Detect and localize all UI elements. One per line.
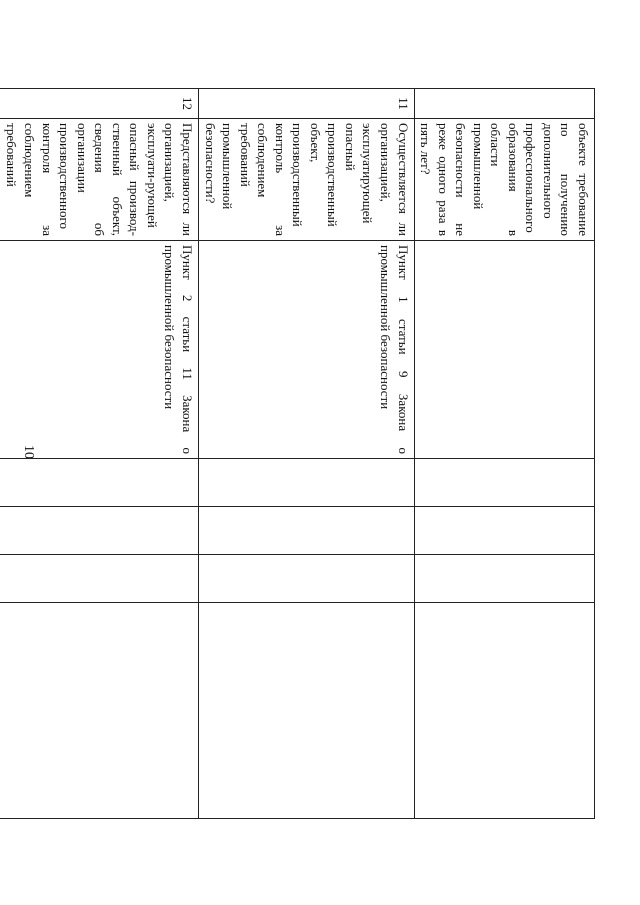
table-row bbox=[198, 89, 414, 819]
row-number bbox=[414, 89, 594, 119]
legal-reference: Пункт 1 статьи 9 Закона о промышленной безопасности bbox=[198, 241, 414, 459]
answer-cell-yes bbox=[414, 459, 594, 507]
answer-cell-no bbox=[198, 507, 414, 555]
legal-reference: Пункт 2 статьи 11 Закона о промышленной безопасности bbox=[0, 241, 198, 459]
answer-cell-na bbox=[198, 555, 414, 603]
question-text: объекте требование по получению дополнительного профессионального образования в области промышленной безопасности не реже одного раза в пять лет? bbox=[414, 119, 594, 241]
answer-cell-na bbox=[414, 555, 594, 603]
question-text: Представляются ли организацией, эксплуати-рующей опасный производ-ственный объект, сведения об организации производственного контроля за соблюдением требований bbox=[0, 119, 198, 241]
notes-cell bbox=[198, 603, 414, 819]
page-number: 10 bbox=[21, 445, 36, 459]
table-row bbox=[0, 89, 198, 819]
question-text: Осуществляется ли организацией, эксплуатирующей опасный производственный объект, производственный контроль за соблюдением требований промышленной безопасности? bbox=[198, 119, 414, 241]
row-number: 11 bbox=[198, 89, 414, 119]
answer-cell-no bbox=[0, 507, 198, 555]
answer-cell-na bbox=[0, 555, 198, 603]
table-row bbox=[414, 89, 594, 819]
answer-cell-no bbox=[414, 507, 594, 555]
checklist-table bbox=[0, 88, 595, 819]
legal-reference bbox=[414, 241, 594, 459]
row-number: 12 bbox=[0, 89, 198, 119]
notes-cell bbox=[414, 603, 594, 819]
answer-cell-yes bbox=[198, 459, 414, 507]
notes-cell bbox=[0, 603, 198, 819]
answer-cell-yes bbox=[0, 459, 198, 507]
